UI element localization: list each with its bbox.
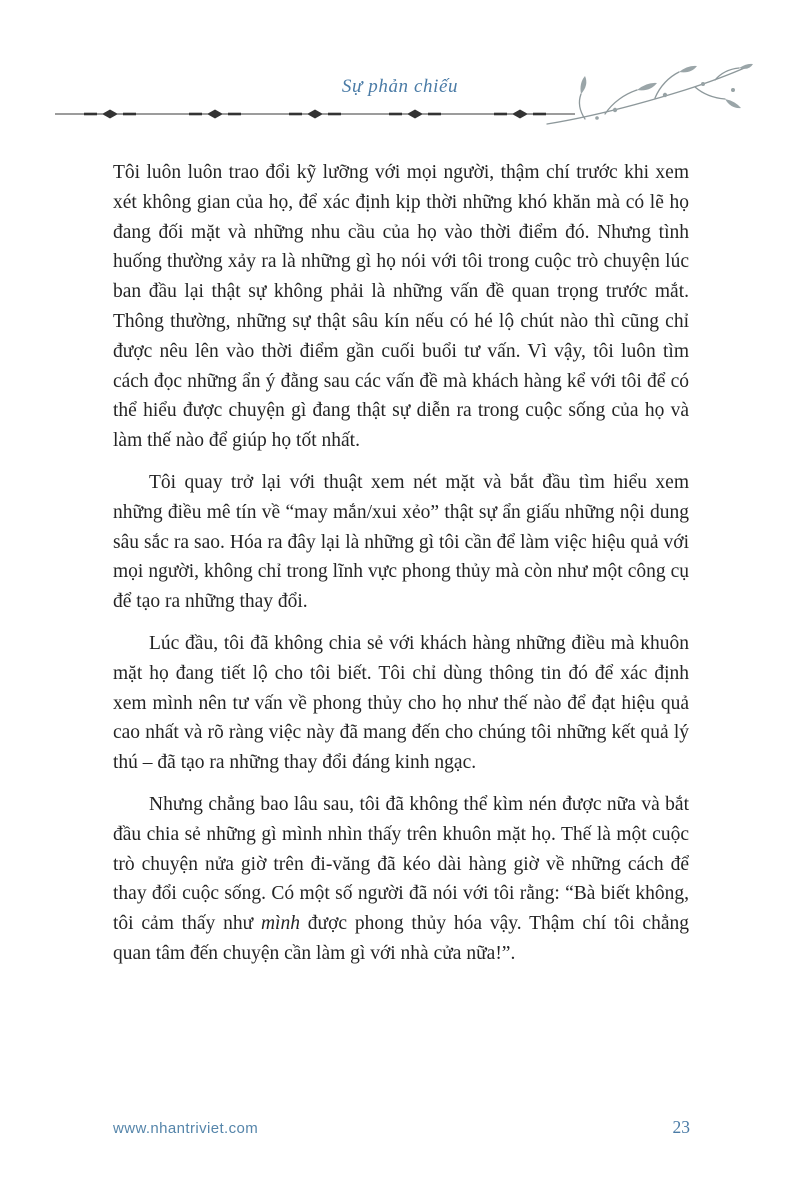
- publisher-website: www.nhantriviet.com: [113, 1120, 259, 1137]
- paragraph-4-text-a: Nhưng chẳng bao lâu sau, tôi đã không thể kìm nén được nữa và bắt đầu chia sẻ những gì mình nhìn thấy trên khuôn mặt họ. Thế là một cuộc trò chuyện nửa giờ trên đi-văng đã kéo dài hàng giờ về những cách để thay đổi cuộc sống. Có một số người đã nói với tôi rằng: “Bà biết không, tôi cảm thấy như: [113, 793, 689, 935]
- paragraph-4-text-b: được phong thủy hóa vậy. Thậm chí tôi chẳng quan tâm đến chuyện cần làm gì với nhà cửa nữa!”.: [113, 913, 689, 964]
- paragraph-4-emphasis: mình: [260, 913, 300, 935]
- ornamental-divider-icon: [55, 106, 575, 122]
- paragraph-4: [113, 790, 689, 969]
- body-text: [113, 158, 689, 981]
- paragraph-3: Lúc đầu, tôi đã không chia sẻ với khách hàng những điều mà khuôn mặt họ đang tiết lộ cho tôi biết. Tôi chỉ dùng thông tin đó để xác định xem mình nên tư vấn về phong thủy cho họ như thế nào để đạt hiệu quả cao nhất và rõ ràng việc này đã mang đến cho chúng tôi những kết quả lý thú – đã tạo ra những thay đổi đáng kinh ngạc.: [113, 632, 689, 774]
- paragraph-2: Tôi quay trở lại với thuật xem nét mặt và bắt đầu tìm hiểu xem những điều mê tín về “may mắn/xui xẻo” thật sự ẩn giấu những nội dung sâu sắc ra sao. Hóa ra đây lại là những gì tôi cần để làm việc hiệu quả với mọi người, không chỉ trong lĩnh vực phong thủy mà còn như một công cụ để tạo ra những thay đổi.: [113, 471, 689, 613]
- page-number: 23: [672, 1117, 690, 1137]
- chapter-title: Sự phản chiếu: [341, 76, 459, 97]
- paragraph-1: Tôi luôn luôn trao đổi kỹ lưỡng với mọi người, thậm chí trước khi xem xét không gian của họ, để xác định kịp thời những khó khăn mà có lẽ họ đang đối mặt và những nhu cầu của họ vào thời điểm đó. Nhưng tình huống thường xảy ra là những gì họ nói với tôi trong cuộc trò chuyện lúc ban đầu lại thật sự không phải là những vấn đề quan trọng trước mắt. Thông thường, những sự thật sâu kín nếu có hé lộ chút nào thì cũng chỉ được nêu lên vào thời điểm gần cuối buổi tư vấn. Vì vậy, tôi luôn tìm cách đọc những ẩn ý đằng sau các vấn đề mà khách hàng kể với tôi để có thể hiểu được chuyện gì đang thật sự diễn ra trong cuộc sống của họ và làm thế nào để giúp họ tốt nhất.: [113, 162, 689, 452]
- floral-branch-icon: [545, 60, 753, 148]
